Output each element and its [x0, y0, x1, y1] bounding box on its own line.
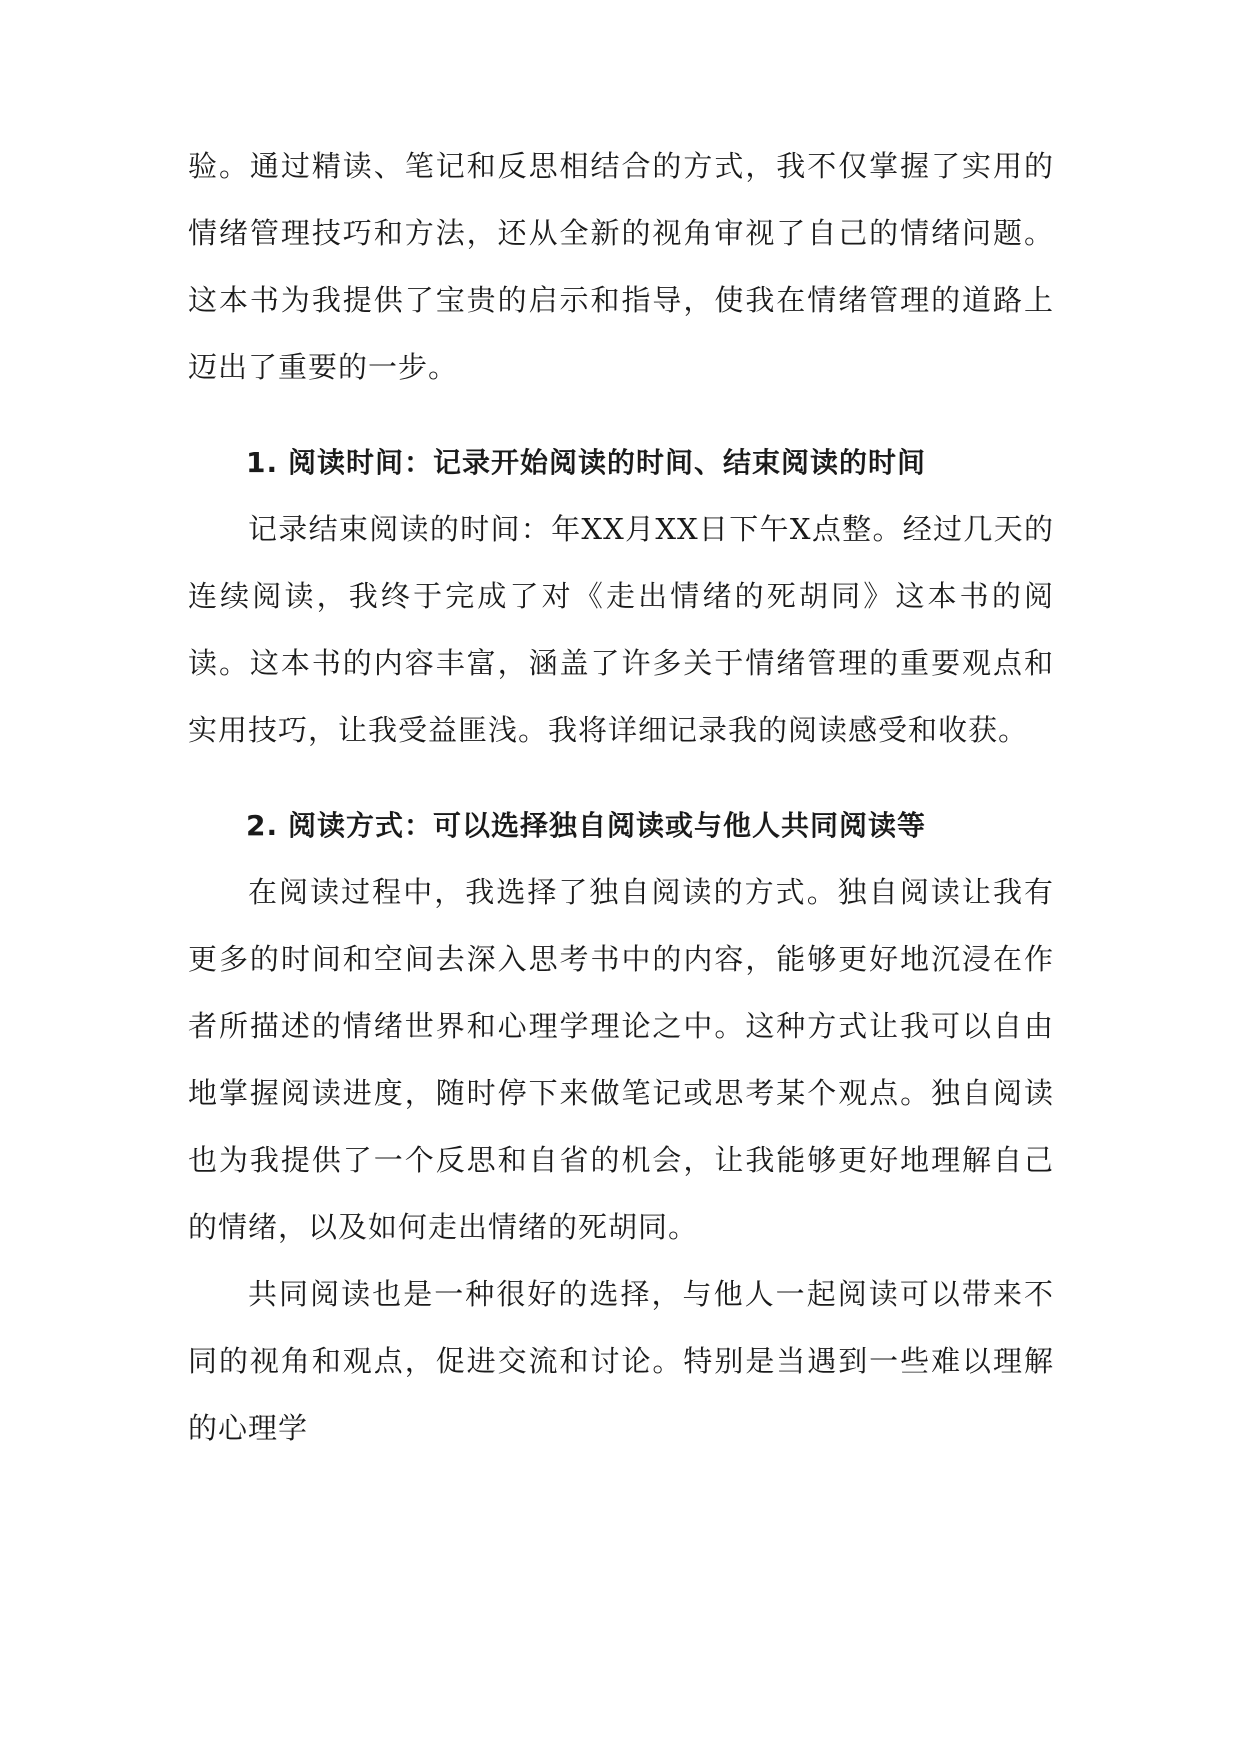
section2-paragraph-1: 在阅读过程中，我选择了独自阅读的方式。独自阅读让我有更多的时间和空间去深入思考书中的内容，能够更好地沉浸在作者所描述的情绪世界和心理学理论之中。这种方式让我可以自由地掌握阅读进度，随时停下来做笔记或思考某个观点。独自阅读也为我提供了一个反思和自省的机会，让我能够更好地理解自己的情绪，以及如何走出情绪的死胡同。 [188, 875, 1054, 1244]
section-number: 1. [246, 446, 279, 479]
section1-paragraph: 记录结束阅读的时间：年XX月XX日下午X点整。经过几天的连续阅读，我终于完成了对《走出情绪的死胡同》这本书的阅读。这本书的内容丰富，涵盖了许多关于情绪管理的重要观点和实用技巧，让我受益匪浅。我将详细记录我的阅读感受和收获。 [188, 512, 1054, 747]
section-title: 阅读方式：可以选择独自阅读或与他人共同阅读等 [288, 809, 927, 842]
document-body [188, 133, 1054, 1462]
intro-paragraph: 验。通过精读、笔记和反思相结合的方式，我不仅掌握了实用的情绪管理技巧和方法，还从全新的视角审视了自己的情绪问题。这本书为我提供了宝贵的启示和指导，使我在情绪管理的道路上迈出了重要的一步。 [188, 149, 1054, 384]
section-heading-1 [188, 429, 1054, 496]
section-number: 2. [246, 809, 279, 842]
section2-paragraph-2: 共同阅读也是一种很好的选择，与他人一起阅读可以带来不同的视角和观点，促进交流和讨论。特别是当遇到一些难以理解的心理学 [188, 1277, 1054, 1445]
spacer [188, 401, 1054, 429]
spacer [188, 764, 1054, 792]
section-heading-2 [188, 792, 1054, 859]
section-title: 阅读时间：记录开始阅读的时间、结束阅读的时间 [288, 446, 927, 479]
